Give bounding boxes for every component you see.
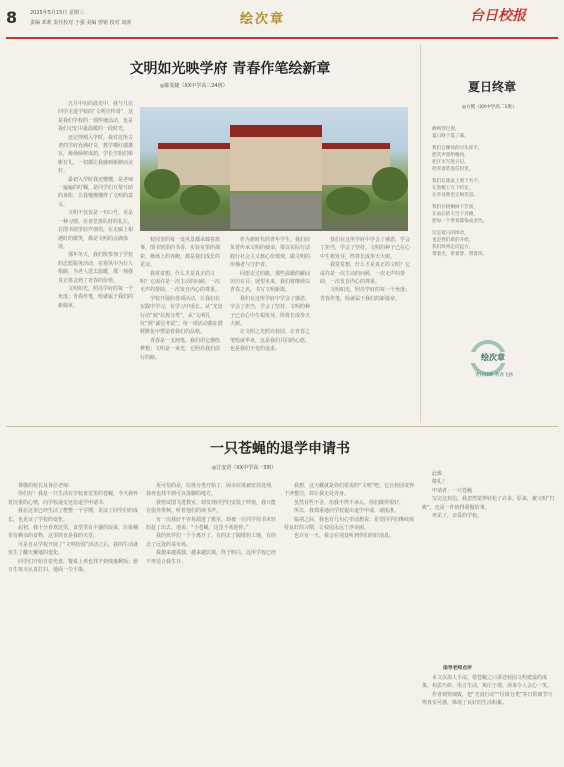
article-byline: ◎江安语（XX中学高一3班） — [212, 465, 277, 471]
column-divider — [420, 44, 421, 422]
paragraph: 我曾试图飞进教室，却发现同学们安装了纱窗，我只能在窗外徘徊，听着他们的读书声。 — [146, 499, 277, 515]
commentary-title: 指导老师点评 — [443, 666, 472, 671]
poem-line: 把青春装进信封里。 — [432, 167, 474, 173]
paragraph: 敬礼！ — [432, 479, 448, 486]
paragraph: 那年冬天，我们班参加了学校的志愿服务活动，在寒风中为行人指路，为老人送去温暖，那一刻我真正体会到了青春的价值。 — [58, 252, 134, 284]
paragraph: 尊敬的校长及各位老师： — [18, 483, 74, 489]
article-column-2 — [146, 482, 278, 762]
paragraph: 虽然有些不舍，但我不得不承认，你们做得很好。 — [294, 499, 405, 506]
article-title: 文明如光映学府 青春作笔绘新章 — [129, 61, 331, 77]
paragraph: 写完这封信，我忽然觉得轻松了许多。原来，被文明“打败”，也是一件值得骄傲的事。 — [422, 496, 555, 511]
article-byline: ◎陈雯婕（XX中学高三24班） — [160, 83, 228, 89]
poem-line: 把笑声留给晚风， — [432, 152, 469, 158]
column-seal — [430, 340, 556, 384]
poem-line: 把汗水写进日记， — [432, 160, 469, 166]
courtyard — [230, 193, 322, 229]
article-column-3 — [284, 482, 416, 762]
tree — [144, 169, 180, 199]
paragraph: 我们在这所学府中学会了感恩，学会了担当，学会了坚持。文明的种子已在心中生根发芽，终将长成参天大树。 — [320, 237, 410, 260]
paragraph: 本文以拟人手法，借苍蝇之口讲述校园文明建设的成果，构思巧妙，语言生动，寓庄于谐，读来令人会心一笑。 — [422, 675, 553, 690]
poem-line: 我们在课桌上刻下名字， — [432, 178, 483, 184]
poem-line: 在黑板上写下约定， — [432, 186, 474, 192]
article-column-1 — [8, 482, 140, 762]
paragraph: 学校开展的各项活动，让我们在实践中学习，在学习中成长。从“光盘行动”到“垃圾分类”，从“文明礼仪”到“诚信考试”，每一项活动都在潜移默化中塑造着我们的品格。 — [140, 295, 223, 336]
paragraph: 让文明之光照亮校园，让青春之笔绘就华章，这是我们共同的心愿，也是我们不变的追求。 — [230, 329, 311, 353]
poem-line: 夏日终于落了幕。 — [432, 134, 469, 140]
paragraph: 你们好！我是一只生活在学校食堂里的苍蝇，今天我怀着沉重的心情，向学校递交这份退学申请书。 — [8, 491, 139, 506]
paragraph: 最初入学时我还懵懂，是老师一遍遍的叮嘱，是同学们互帮互助的身影，让我慢慢懂得了文明的意义。 — [58, 176, 134, 208]
paragraph: 我的伙伴们一个个离开了，有的去了隔壁的工地，有的去了远处的菜市场。 — [146, 533, 277, 548]
article-column-4 — [320, 236, 410, 420]
paragraph: 临别之际，我也有几句心里话想说：希望同学们继续保持良好的习惯，让校园永远干净美丽。 — [284, 516, 415, 532]
paragraph: 申请者：一只苍蝇 — [432, 487, 473, 494]
newspaper-logo: 台日校报 — [470, 8, 526, 24]
header-rule — [6, 37, 558, 39]
issue-date: 2025年5月15日 星期三 — [30, 10, 84, 16]
article-column-2 — [140, 236, 224, 420]
poem-byline: ◎方熙（XX中学高二1班） — [462, 105, 517, 110]
paragraph: 作者观察细致，把“光盘行动”“垃圾分类”等日常细节写得真实可感，体现了良好的生活积累。 — [422, 691, 553, 707]
commentary-body — [422, 674, 556, 762]
paragraph: 此致 — [432, 471, 443, 477]
article-title: 一只苍蝇的退学申请书 — [210, 441, 350, 457]
paragraph: 同学们开始自觉光盘，餐桌上再也找不到残羹剩饭；值日生每天认真打扫，地面一尘不染。 — [8, 558, 139, 574]
tree — [372, 167, 408, 201]
paragraph: 我想，这大概就是你们常说的“文明”吧。它让校园变得干净整洁，却让我无处容身。 — [284, 483, 415, 498]
paragraph: 也许有一天，我会在别处听到你们的好消息。 — [294, 533, 395, 540]
paragraph: 我在这里已经生活了整整一个学期，见证了同学们的成长，也见证了学校的变化。 — [8, 508, 139, 523]
poem-body — [432, 126, 556, 259]
poem-line: 也是我们新的开始。 — [432, 237, 474, 243]
paragraph: 青春是一支画笔，我们用它描绘梦想；文明是一束光，它照亮我们前行的路。 — [140, 337, 221, 361]
paragraph: 文明如光，照亮学府的每一个角落；青春作笔，绘就属于我们的新篇章。 — [58, 285, 134, 309]
paragraph: 回望走过的路，那些温暖的瞬间历历在目；展望未来，我们将继续以青春之名，书写文明新篇。 — [230, 270, 311, 294]
paragraph: 起初，我十分喜欢这里，食堂里有丰盛的饭菜，垃圾桶里有剩余的食物，这里简直是我的天堂。 — [8, 525, 139, 540]
poem-line: 这是夏日的终章， — [432, 230, 469, 236]
main-building — [230, 125, 322, 191]
poem-line: 在毕业照里定格笑容。 — [432, 193, 478, 199]
poem-line: 把每一个黄昏都染成金色。 — [432, 219, 488, 225]
paragraph: 有一次我好不容易溜进了教室，却被一位同学用书本轻轻赶了出去，他说：“小苍蝇，这里不欢迎你。” — [146, 516, 277, 532]
tree — [326, 187, 370, 215]
paragraph: 五月中旬的晨光中，我与几位同学走进学校的“文明宣传周”，这是我们学校的一项传统活动，也是我们记忆中最温暖的一段时光。 — [58, 101, 134, 133]
section-title: 绘次章 — [240, 12, 286, 27]
poem-title: 夏日终章 — [467, 80, 516, 94]
paragraph: 作为新时代的青年学生，我们肩负着传承文明的使命，要以实际行动践行社会主义核心价值观，做文明的传播者与守护者。 — [230, 237, 311, 269]
editor-credits: 责编 邓莉 责任校对 于强 美编 曾铭 校对 刘涛 — [30, 20, 132, 26]
campus-photo — [140, 107, 408, 231]
paragraph: 还记得刚入学时，我对这所古老的学府充满好奇，教学楼红墙黛瓦，操场绿树成荫，学长学姐们彬彬有礼，一切都让我感到新鲜而美好。 — [58, 134, 134, 175]
paragraph: 我常常想，什么才是真正的文明？它或许是一次主动的问候，一次无声的帮助，一次发自内心的尊重。 — [320, 262, 410, 286]
section-divider — [6, 426, 558, 427]
paragraph: 再见了，亲爱的学校。 — [432, 513, 483, 520]
poem-line: 我们在梧桐树下告别， — [432, 204, 478, 210]
poem-line: 我们在操场的尽头挥手， — [432, 145, 483, 151]
paragraph: 文明不仅仅是一句口号，更是一种习惯。在食堂排队时的礼让，在图书馆里轻声细语，在走廊上相遇时的微笑，都是文明的点滴体现。 — [58, 210, 134, 250]
poem-line: 在雨后的天空下奔跑， — [432, 211, 478, 217]
paragraph: 所以，我郑重地向学校提出退学申请，请批准。 — [294, 508, 400, 515]
poem-line: 带着光，带着梦，带着你。 — [432, 252, 488, 258]
paragraph: 校园里的每一处风景都承载着故事，图书馆里的书香，实验室里的探索，操场上的奔跑，都是我们成长的见证。 — [140, 237, 221, 269]
paragraph: 我越来越孤独，越来越饥饿，终于明白，这所学校已经不再适合我生存。 — [146, 550, 277, 565]
seal-brand: 绘次章 — [450, 352, 536, 363]
poem-line: 蝉鸣穿过窗， — [432, 127, 460, 132]
paragraph: 可是自从学校开展了“文明校园”活动之后，我的生活就发生了翻天覆地的变化。 — [8, 541, 139, 557]
page-header — [0, 0, 564, 38]
poem-line: 我们终将走向远方， — [432, 245, 474, 251]
paragraph: 我们在这所学府中学会了感恩，学会了担当，学会了坚持。文明的种子已在心中生根发芽，终将长成参天大树。 — [230, 295, 311, 328]
paragraph: 文明如光，照亮学府的每一个角落；青春作笔，绘就属于我们的新篇章。 — [320, 287, 410, 302]
paragraph: 我常常想，什么才是真正的文明？它或许是一次主动的问候，一次无声的帮助，一次发自内心的尊重。 — [140, 270, 221, 294]
tree — [180, 185, 220, 215]
seal-slogan: 青日抒怀 青春飞扬 — [474, 373, 514, 378]
paragraph: 更可怕的是，垃圾分类开始了，厨余垃圾被密封处理，我再也找不到可以落脚的地方。 — [146, 483, 277, 498]
article-column-1 — [58, 100, 136, 420]
page-number: 8 — [6, 8, 18, 27]
article-column-4 — [422, 470, 556, 660]
article-column-3 — [230, 236, 314, 420]
